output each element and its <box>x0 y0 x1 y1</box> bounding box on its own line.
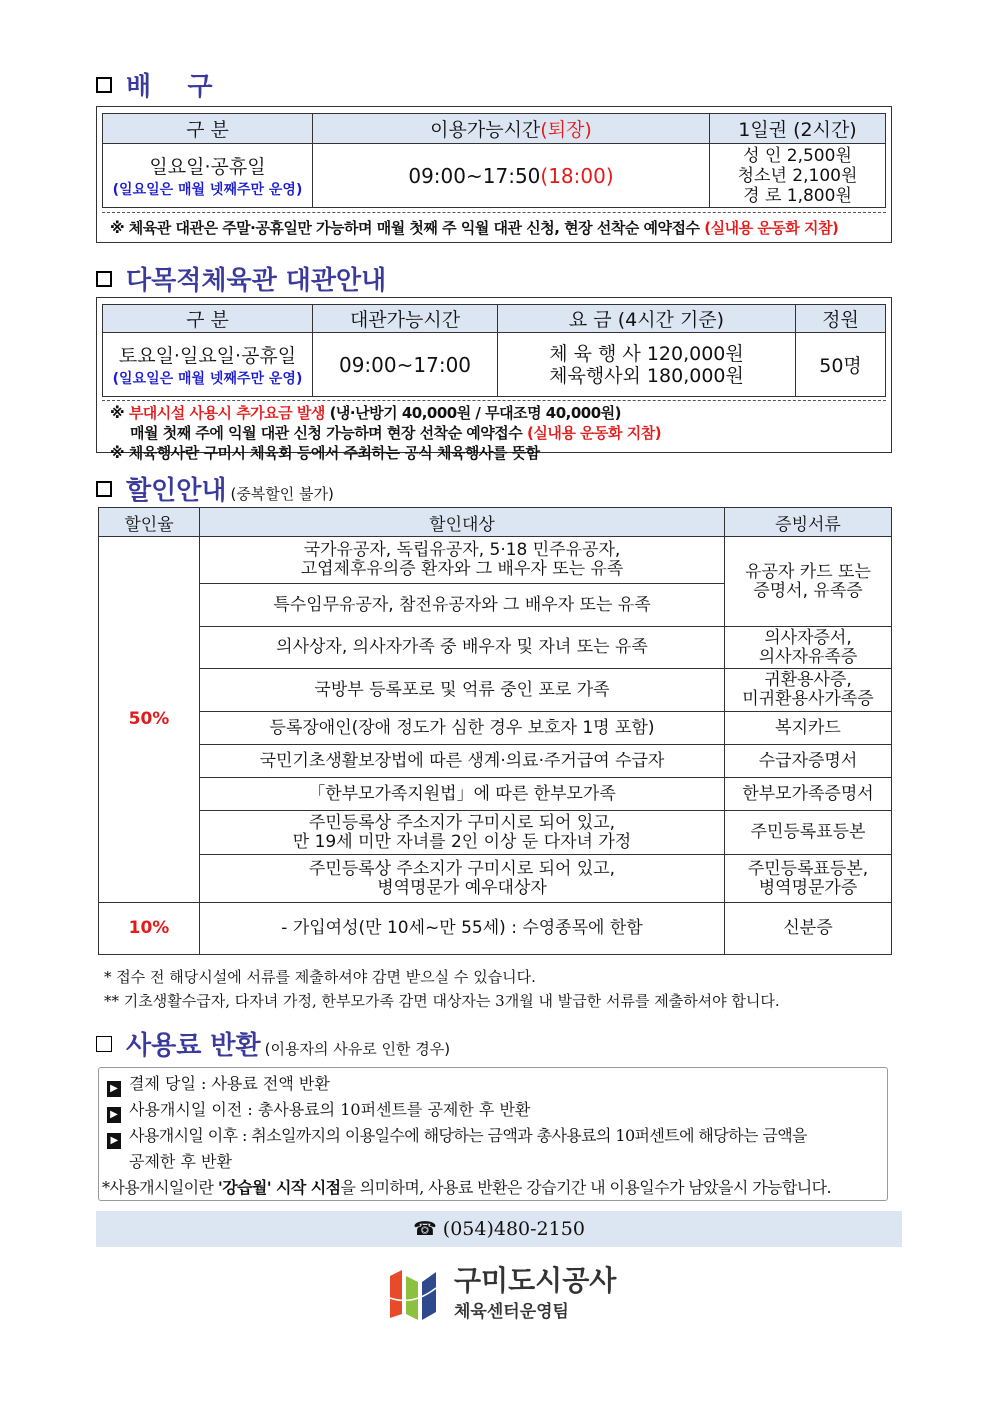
fee-event: 체 육 행 사 120,000원 <box>549 342 744 365</box>
rate-50: 50% <box>99 537 200 903</box>
exit-time: (18:00) <box>540 163 614 188</box>
rate-10: 10% <box>99 903 200 955</box>
section-title-gym: 다목적체육관 대관안내 <box>96 260 386 297</box>
day: 토요일·일요일·공휴일 <box>118 345 297 367</box>
logo: 구미도시공사 체육센터운영팀 <box>388 1265 616 1322</box>
time: 09:00~17:50 <box>408 163 541 188</box>
volleyball-table: 구 분 이용가능시간(퇴장) 1일권 (2시간) 일요일·공휴일 (일요일은 매월 넷째주만 운영) 09:00~17:50(18:00) 성 인 2,500원 청소년 2,100원 경 로 1,800원 ※ 체육관 대관은 주말·공휴일만 가능하며 매월 첫째 주 익월 대관 신청, 현장 선착순 예약접수 (실내용 운동화 지참) <box>96 106 892 243</box>
discount-table: 할인율 할인대상 증빙서류 50% 국가유공자, 독립유공자, 5·18 민주유공자, 고엽제후유의증 환자와 그 배우자 또는 유족 유공자 카드 또는 증명서, 유족증 특수임무유공자, 참전유공자와 그 배우자 또는 유족 의사상자, 의사자가족 중 배우자 및 자녀 또는 유족 의사자증서, 의사자유족증 국방부 등록포로 및 억류 중인 포로 가족 귀환용사증, 미귀환용사가족증 등록장애인(장애 정도가 심한 경우 보호자 1명 포함) 복지카드 국민기초생활보장법에 따른 생계·의료·주거급여 수급자 수급자증명서 「한부모가족지원법」에 따른 한부모가족 한부모가족증명서 주민등록상 주소지가 구미시로 되어 있고, 만 19세 미만 자녀를 2인 이상 둔 다자녀 가정 주민등록표등본 주민등록상 주소지가 구미시로 되어 있고, 병역명문가 예우대상자 주민등록표등본, 병역명문가증 10% - 가입여성(만 10세~만 55세) : 수영종목에 한함 신분증 * 접수 전 해당시설에 서류를 제출하셔야 감면 받으실 수 있습니다. ** 기초생활수급자, 다자녀 가정, 한부모가족 감면 대상자는 3개월 내 발급한 서류를 제출하셔야 합니다. <box>98 507 892 1013</box>
checkbox-bullet-icon <box>96 271 112 287</box>
gym-table: 구 분 대관가능시간 요 금 (4시간 기준) 정원 토요일·일요일·공휴일 (일요일은 매월 넷째주만 운영) 09:00~17:00 체 육 행 사 120,000원 체육행사외 180,000원 50명 ※ 부대시설 사용시 추가요금 발생 (냉·난방기 40,000원 / 무대조명 40,000원) 매월 첫째 주에 익월 대관 신청 가능하며 현장 선착순 예약접수 (실내용 운동화 지참) ※ 체육행사란 구미시 체육회 등에서 주최하는 공식 체육행사를 뜻함 <box>96 297 892 453</box>
section-title-volleyball: 배 구 <box>96 66 212 103</box>
section-title-refund: 사용료 반환 (이용자의 사유로 인한 경우) <box>96 1025 450 1062</box>
arrow-icon: ▶ <box>107 1107 121 1123</box>
checkbox-bullet-icon <box>96 77 112 93</box>
fee-other: 체육행사외 180,000원 <box>549 364 744 387</box>
phone-icon: ☎ <box>413 1218 443 1240</box>
phone-bar: ☎ (054)480-2150 <box>96 1211 902 1247</box>
header-hours: 이용가능시간 <box>430 119 541 141</box>
day-note: (일요일은 매월 넷째주만 운영) <box>112 371 303 387</box>
arrow-icon: ▶ <box>107 1081 121 1097</box>
time: 09:00~17:00 <box>313 333 498 397</box>
header-exit: (퇴장) <box>540 119 592 141</box>
notes: ※ 부대시설 사용시 추가요금 발생 (냉·난방기 40,000원 / 무대조명 40,000원) 매월 첫째 주에 익월 대관 신청 가능하며 현장 선착순 예약접수 (실내용 운동화 지참) ※ 체육행사란 구미시 체육회 등에서 주최하는 공식 체육행사를 뜻함 <box>102 400 886 467</box>
note: ※ 체육관 대관은 주말·공휴일만 가능하며 매월 첫째 주 익월 대관 신청, 현장 선착순 예약접수 (실내용 운동화 지참) <box>102 212 886 242</box>
capacity: 50명 <box>796 333 886 397</box>
logo-icon <box>388 1268 440 1320</box>
price-senior: 경 로 1,800원 <box>743 185 852 206</box>
day: 일요일·공휴일 <box>149 156 266 178</box>
refund-box: ▶ 결제 당일 : 사용료 전액 반환 ▶ 사용개시일 이전 : 총사용료의 10퍼센트를 공제한 후 반환 ▶ 사용개시일 이후 : 취소일까지의 이용일수에 해당하는 금액과 총사용료의 10퍼센트에 해당하는 금액을 공제한 후 반환 *사용개시일이란 '강습월' 시작 시점을 의미하며, 사용료 반환은 강습기간 내 이용일수가 남았을시 가능합니다. <box>98 1067 888 1201</box>
section-title-discount: 할인안내 (중복할인 불가) <box>96 470 334 507</box>
footnotes: * 접수 전 해당시설에 서류를 제출하셔야 감면 받으실 수 있습니다. ** 기초생활수급자, 다자녀 가정, 한부모가족 감면 대상자는 3개월 내 발급한 서류를 제출하셔야 합니다. <box>104 968 780 1010</box>
day-note: (일요일은 매월 넷째주만 운영) <box>112 182 303 198</box>
price-youth: 청소년 2,100원 <box>737 165 858 186</box>
price-adult: 성 인 2,500원 <box>743 145 852 166</box>
checkbox-bullet-icon <box>96 1036 112 1052</box>
checkbox-bullet-icon <box>96 481 112 497</box>
arrow-icon: ▶ <box>107 1133 121 1149</box>
